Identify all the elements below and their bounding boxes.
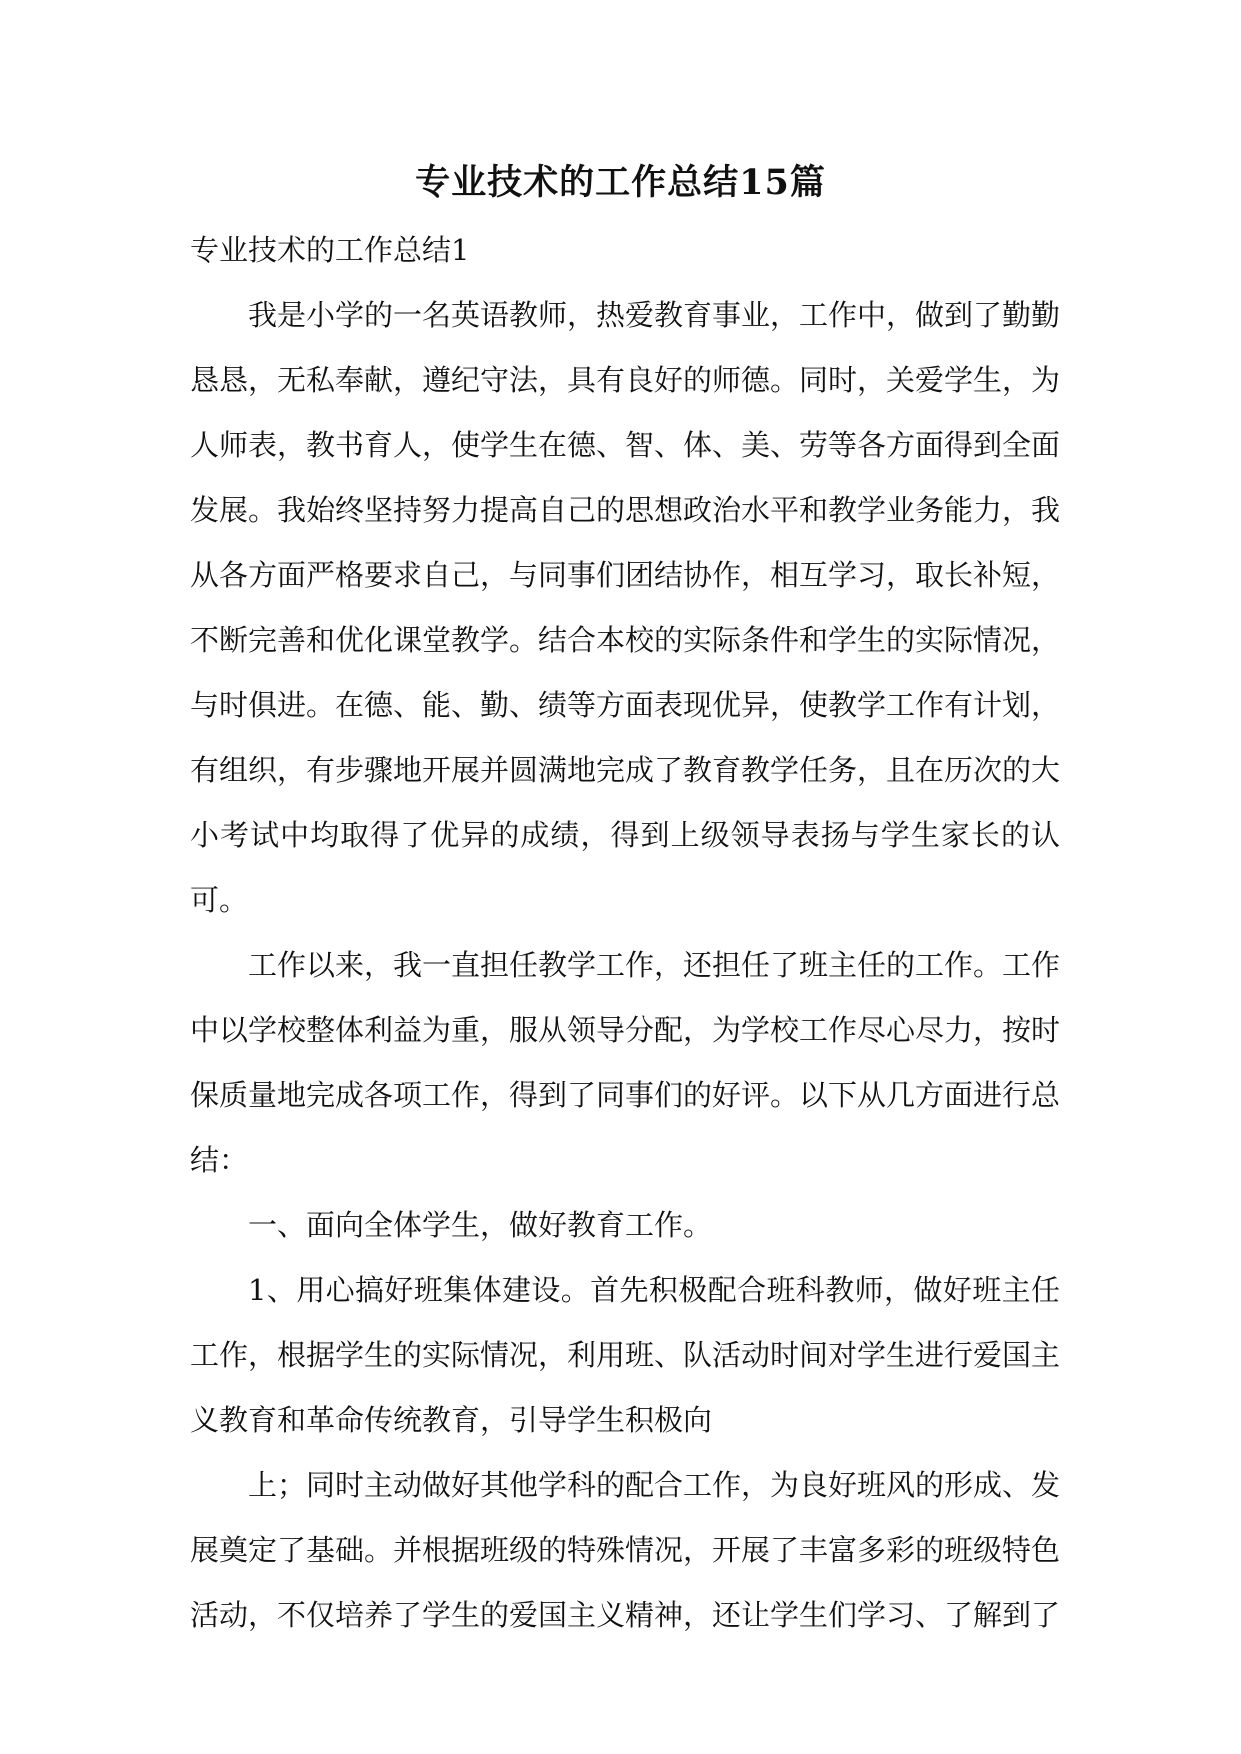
- paragraph: 工作以来，我一直担任教学工作，还担任了班主任的工作。工作中以学校整体利益为重，服从领导分配，为学校工作尽心尽力，按时保质量地完成各项工作，得到了同事们的好评。以下从几方面进行总结：: [190, 948, 1061, 1177]
- document-title: 专业技术的工作总结15篇: [415, 162, 826, 203]
- paragraph: 1、用心搞好班集体建设。首先积极配合班科教师，做好班主任工作，根据学生的实际情况，利用班、队活动时间对学生进行爱国主义教育和革命传统教育，引导学生积极向: [190, 1273, 1061, 1437]
- paragraph: 上；同时主动做好其他学科的配合工作，为良好班风的形成、发展奠定了基础。并根据班级的特殊情况，开展了丰富多彩的班级特色活动，不仅培养了学生的爱国主义精神，还让学生们学习、了解到了: [190, 1468, 1061, 1632]
- section-heading: 专业技术的工作总结1: [190, 233, 470, 267]
- paragraph: 我是小学的一名英语教师，热爱教育事业，工作中，做到了勤勤恳恳，无私奉献，遵纪守法，具有良好的师德。同时，关爱学生，为人师表，教书育人，使学生在德、智、体、美、劳等各方面得到全面发展。我始终坚持努力提高自己的思想政治水平和教学业务能力，我从各方面严格要求自己，与同事们团结协作，相互学习，取长补短，不断完善和优化课堂教学。结合本校的实际条件和学生的实际情况，与时俱进。在德、能、勤、绩等方面表现优异，使教学工作有计划，有组织，有步骤地开展并圆满地完成了教育教学任务，且在历次的大小考试中均取得了优异的成绩，得到上级领导表扬与学生家长的认可。: [190, 298, 1061, 917]
- document-body: [190, 283, 1060, 1648]
- paragraph: 一、面向全体学生，做好教育工作。: [248, 1208, 713, 1242]
